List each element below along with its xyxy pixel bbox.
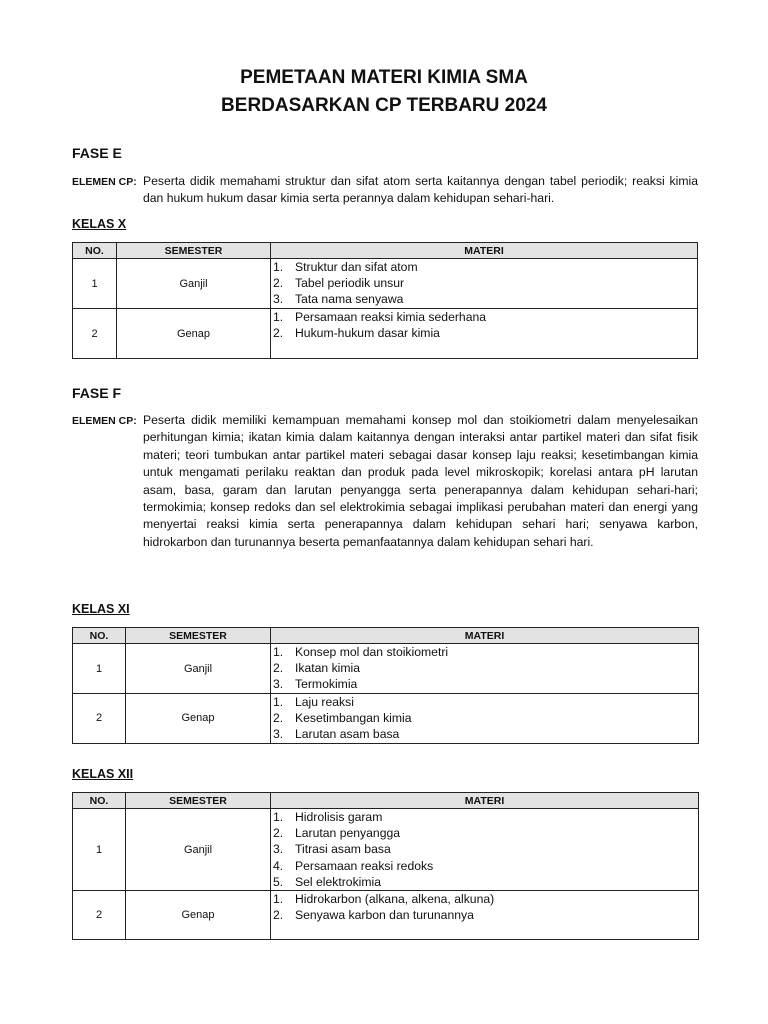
- materi-item-text: Konsep mol dan stoikiometri: [295, 645, 449, 659]
- row-materi: [271, 694, 699, 744]
- row-materi: [271, 644, 699, 694]
- document-title-line-2: BERDASARKAN CP TERBARU 2024: [221, 95, 547, 116]
- list-item: 2. Ikatan kimia: [273, 661, 361, 676]
- table-row: [73, 644, 699, 694]
- row-semester: Genap: [126, 891, 271, 940]
- list-item: 2. Tabel periodik unsur: [273, 276, 405, 291]
- kelas-xii-heading: KELAS XII: [72, 767, 134, 781]
- header-no: NO.: [73, 793, 126, 809]
- row-semester: Ganjil: [117, 259, 271, 309]
- fase-e-elemen-text: Peserta didik memahami struktur dan sifat atom serta kaitannya dengan tabel periodik; reaksi kimia dan hukum hukum dasar kimia serta perannya dalam kehidupan sehari-hari.: [143, 174, 698, 206]
- list-item: 3. Titrasi asam basa: [273, 842, 391, 857]
- materi-item-text: Larutan penyangga: [295, 826, 401, 841]
- header-materi: MATERI: [271, 793, 699, 809]
- list-item: 2. Senyawa karbon dan turunannya: [273, 908, 474, 923]
- row-semester: Ganjil: [126, 809, 271, 891]
- list-item: 3. Termokimia: [273, 677, 358, 692]
- list-item: 2. Kesetimbangan kimia: [273, 711, 412, 726]
- row-no: 1: [73, 644, 126, 694]
- row-no: 2: [73, 891, 126, 940]
- list-item: 1. Hidrolisis garam: [273, 810, 383, 824]
- row-semester: Genap: [117, 309, 271, 359]
- list-item: 3. Larutan asam basa: [273, 727, 400, 742]
- row-semester: Ganjil: [126, 644, 271, 694]
- materi-list: [271, 309, 697, 341]
- materi-item-text: Hidrolisis garam: [295, 810, 383, 824]
- list-item: 4. Persamaan reaksi redoks: [273, 858, 434, 873]
- list-item: 1. Konsep mol dan stoikiometri: [273, 645, 449, 659]
- materi-list: [271, 694, 698, 743]
- list-item: 2. Larutan penyangga: [273, 826, 401, 841]
- list-item: 1. Hidrokarbon (alkana, alkena, alkuna): [273, 892, 495, 907]
- kelas-xi-table: [72, 627, 699, 744]
- table-header-row: [73, 628, 699, 644]
- list-item: 1. Laju reaksi: [273, 695, 354, 709]
- list-item: 5. Sel elektrokimia: [273, 874, 382, 889]
- materi-item-text: Kesetimbangan kimia: [295, 711, 412, 726]
- materi-item-text: Termokimia: [295, 677, 358, 692]
- materi-item-text: Sel elektrokimia: [295, 874, 382, 889]
- materi-item-text: Tabel periodik unsur: [295, 276, 405, 291]
- kelas-x-table: [72, 242, 698, 359]
- materi-item-text: Larutan asam basa: [295, 727, 400, 742]
- fase-e-elemen-cp: [72, 173, 698, 208]
- table-row: [73, 809, 699, 891]
- header-no: NO.: [73, 628, 126, 644]
- fase-f-heading: FASE F: [72, 385, 122, 401]
- kelas-xi-heading: KELAS XI: [72, 602, 130, 616]
- materi-item-text: Tata nama senyawa: [295, 292, 404, 307]
- materi-list: [271, 259, 697, 308]
- table-row: [73, 891, 699, 940]
- materi-item-text: Hidrokarbon (alkana, alkena, alkuna): [295, 892, 495, 907]
- row-semester: Genap: [126, 694, 271, 744]
- kelas-x-heading: KELAS X: [72, 217, 127, 231]
- list-item: 1. Persamaan reaksi kimia sederhana: [273, 310, 487, 324]
- header-semester: SEMESTER: [126, 628, 271, 644]
- list-item: 1. Struktur dan sifat atom: [273, 260, 418, 274]
- materi-item-text: Ikatan kimia: [295, 661, 361, 676]
- row-materi: [271, 309, 698, 359]
- list-item: 3. Tata nama senyawa: [273, 292, 404, 307]
- header-materi: MATERI: [271, 243, 698, 259]
- kelas-xii-table: [72, 792, 699, 940]
- materi-item-text: Persamaan reaksi kimia sederhana: [295, 310, 487, 324]
- document-title-line-1: PEMETAAN MATERI KIMIA SMA: [240, 67, 528, 88]
- row-no: 2: [73, 694, 126, 744]
- row-no: 2: [73, 309, 117, 359]
- materi-item-text: Senyawa karbon dan turunannya: [295, 908, 474, 923]
- materi-item-text: Laju reaksi: [295, 695, 354, 709]
- fase-e-elemen-label: ELEMEN CP:: [72, 176, 137, 188]
- fase-f-elemen-cp: [72, 412, 698, 551]
- header-semester: SEMESTER: [126, 793, 271, 809]
- materi-item-text: Titrasi asam basa: [295, 842, 391, 857]
- fase-e-heading: FASE E: [72, 145, 122, 161]
- row-materi: [271, 891, 699, 940]
- table-row: [73, 309, 698, 359]
- materi-list: [271, 644, 698, 693]
- header-semester: SEMESTER: [117, 243, 271, 259]
- row-no: 1: [73, 809, 126, 891]
- row-materi: [271, 809, 699, 891]
- materi-item-text: Persamaan reaksi redoks: [295, 858, 434, 873]
- header-no: NO.: [73, 243, 117, 259]
- table-row: [73, 259, 698, 309]
- row-materi: [271, 259, 698, 309]
- list-item: 2. Hukum-hukum dasar kimia: [273, 326, 440, 341]
- header-materi: MATERI: [271, 628, 699, 644]
- row-no: 1: [73, 259, 117, 309]
- materi-list: [271, 809, 698, 890]
- table-header-row: [73, 793, 699, 809]
- table-row: [73, 694, 699, 744]
- materi-item-text: Struktur dan sifat atom: [295, 260, 418, 274]
- fase-f-elemen-text: Peserta didik memiliki kemampuan memahami konsep mol dan stoikiometri dalam menyelesaikan perhitungan kimia; ikatan kimia dalam kaitannya dengan interaksi antar partikel materi dan sifat fisik materi; teori tumbukan antar partikel materi sebagai dasar konsep laju reaksi; kesetimbangan kimia untuk mengamati perilaku reaktan dan produk pada level mikroskopik; korelasi antara pH larutan asam, basa, garam dan larutan penyangga serta penerapannya dalam kehidupan sehari-hari; termokimia; konsep redoks dan sel elektrokimia sebagai implikasi perubahan materi dan energi yang menyertai reaksi kimia serta penerapannya dalam kehidupan sehari hari; senyawa karbon, hidrokarbon dan turunannya beserta pemanfaatannya dalam kehidupan sehari hari.: [143, 413, 698, 549]
- fase-f-elemen-label: ELEMEN CP:: [72, 415, 137, 427]
- table-header-row: [73, 243, 698, 259]
- materi-list: [271, 891, 698, 923]
- materi-item-text: Hukum-hukum dasar kimia: [295, 326, 440, 341]
